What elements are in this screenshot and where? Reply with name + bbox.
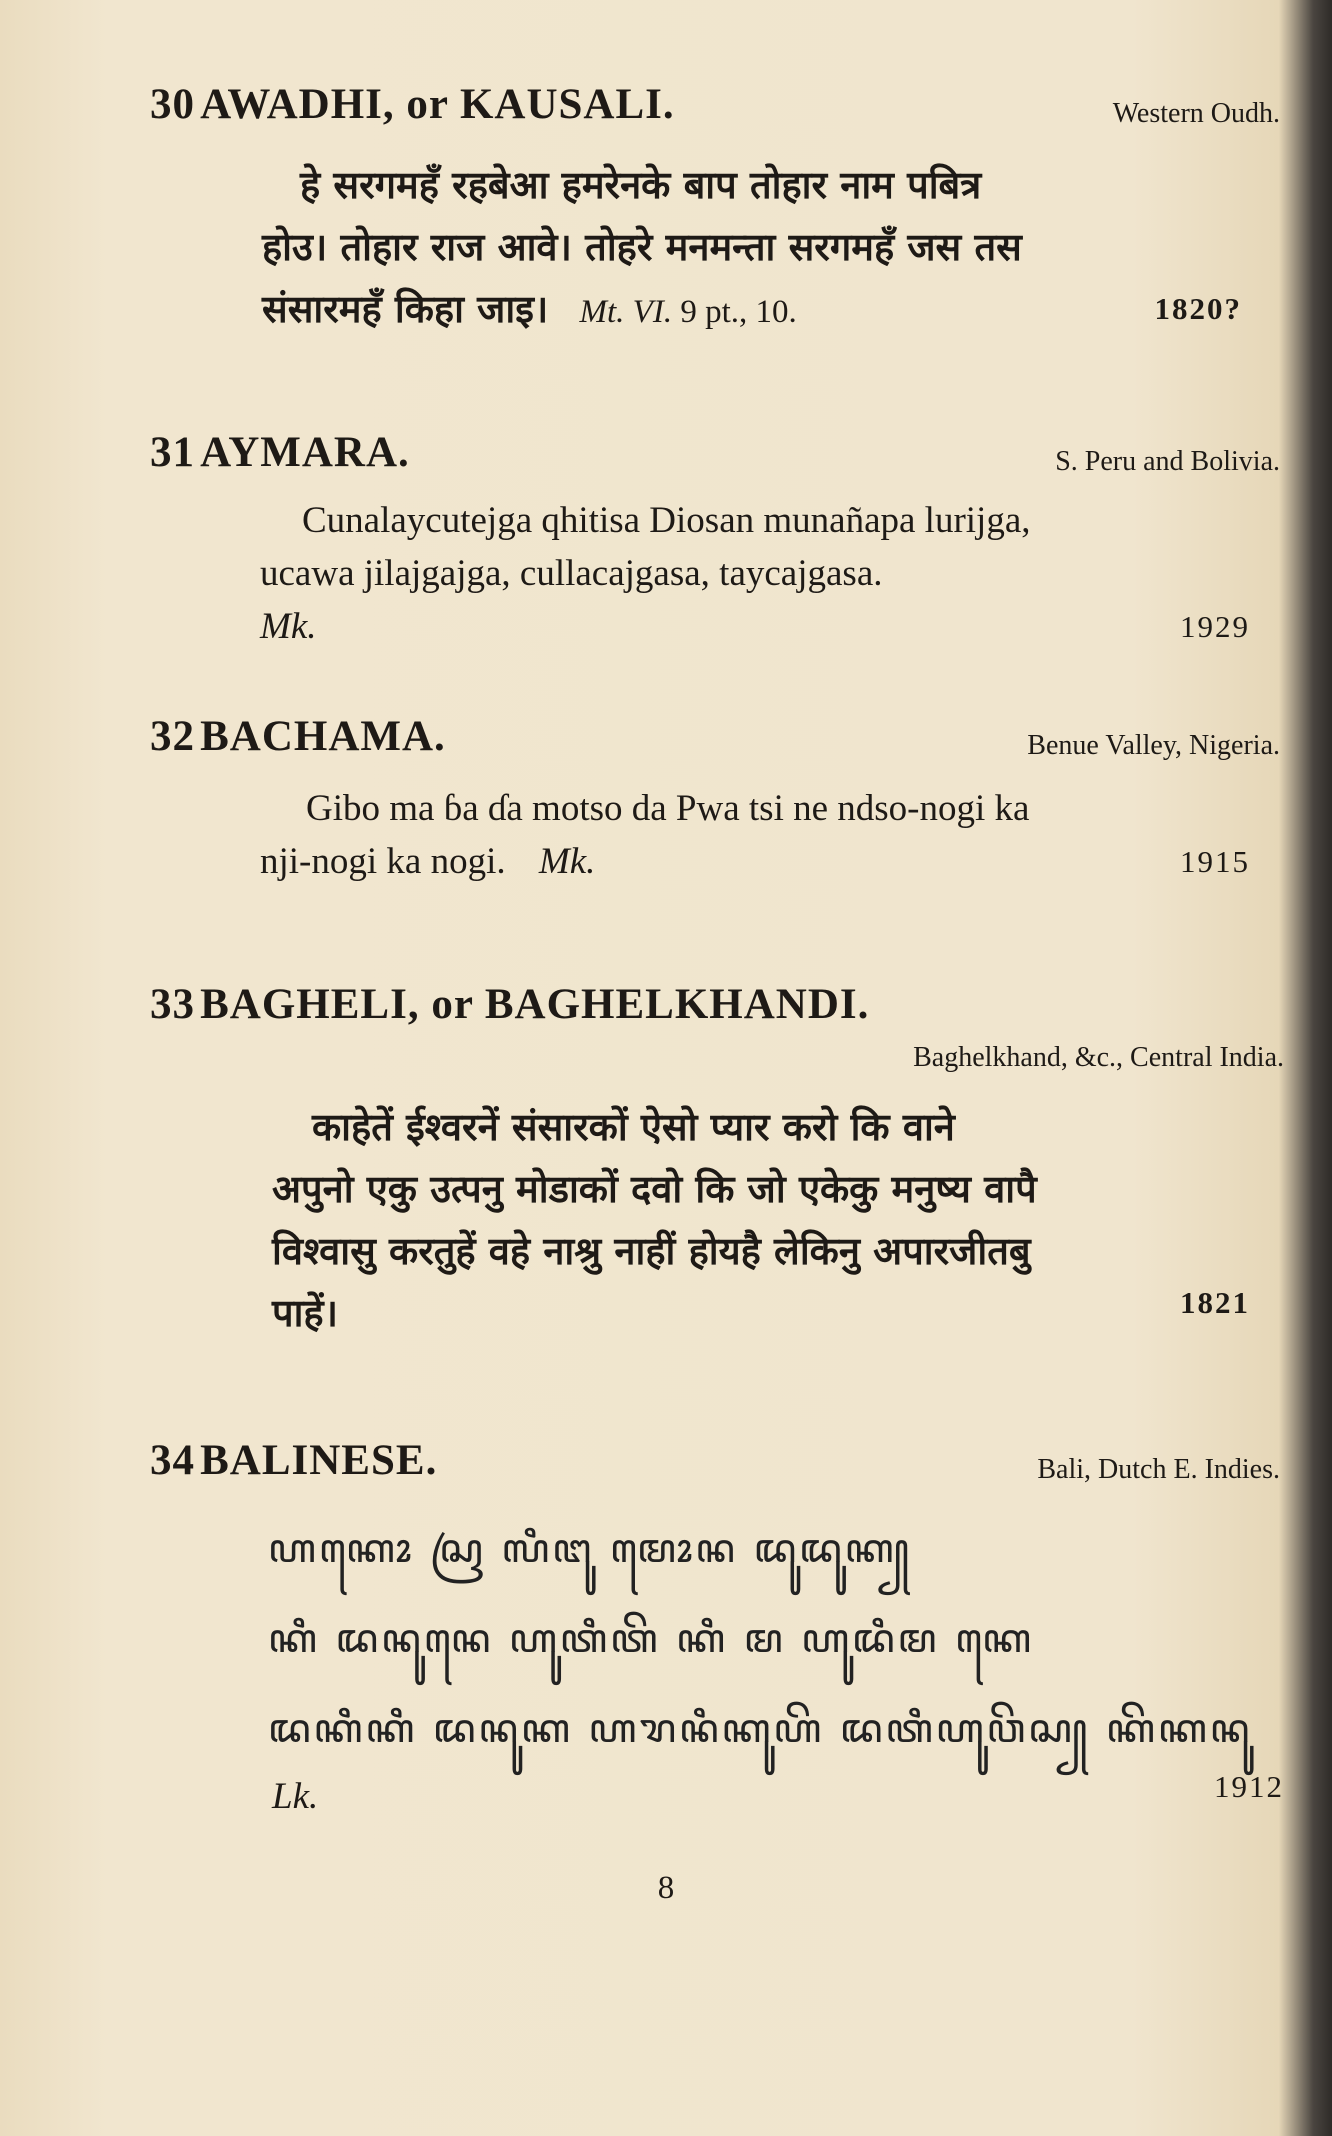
text-line: ꦏꦶ ꦢꦤꦸꦤꦺ ꦲꦸꦠꦶꦠꦼ ꦏꦶ ꦩ ꦲꦸꦢꦶꦩ ꦏꦺ [268,1616,1034,1662]
entry-heading [150,1436,1280,1496]
entry-heading [150,80,1280,140]
scripture-reference: Mk. [260,606,317,647]
text-line: विश्वासु करतुहें वहे नाश्रु नाहीं होयहै लेकिनु अपारजीतबु [272,1229,1031,1273]
text-line-last [262,278,1280,343]
scripture-reference: Lk. [272,1776,319,1817]
text-line: संसारमहँ किहा जाइ। [262,287,549,331]
language-region: Bali, Dutch E. Indies. [1037,1454,1280,1485]
language-name: AWADHI, or KAUSALI. [200,81,675,128]
publication-year: 1821 [1180,1285,1250,1320]
language-name: AYMARA. [200,429,410,476]
entry-heading [150,428,1280,488]
text-line: अपुनो एकु उत्पनु मोडाकों दवो कि जो एकेकु मनुष्य वापै [272,1167,1037,1211]
text-line: काहेतें ईश्वरनें संसारकों ऐसो प्यार करो कि वाने [312,1105,955,1149]
text-line: ꦲꦏꦺꦴ ꦱꦿ ꦭꦶꦔꦸ ꦩꦺꦴꦤ ꦢꦸꦢꦸꦏ꧀ [268,1526,913,1572]
text-line-last [272,1282,1280,1344]
text-line: nji-nogi ka nogi. [260,841,506,882]
entry-number: 34 [150,1437,195,1484]
language-name: BAGHELI, or BAGHELKHANDI. [200,981,870,1028]
scripture-text [150,1504,1280,1774]
entry-heading [150,980,1280,1040]
scripture-reference: Mt. VI. [579,294,673,330]
page-number: 8 [657,1870,675,1906]
language-name: BACHAMA. [200,713,446,760]
entry-awadhi [150,80,1280,343]
publication-year: 1929 [1180,609,1250,644]
scripture-text [150,782,1280,888]
reference-row [260,600,1280,653]
text-line: ucawa jilajgajga, cullacajgasa, taycajgasa. [260,553,883,594]
text-line: होउ। तोहार राज आवे। तोहरे मनमन्ता सरगमहँ जस तस [262,225,1022,269]
entry-number: 30 [150,81,195,128]
language-region: Baghelkhand, &c., Central India. [913,1042,1284,1073]
entry-heading [150,712,1280,772]
scripture-text [262,154,1280,343]
language-region: S. Peru and Bolivia. [1055,446,1280,477]
language-region: Benue Valley, Nigeria. [1027,730,1280,761]
entry-balinese [150,1436,1284,1823]
text-line-last [260,835,1280,888]
reference-row [272,1769,1284,1823]
entry-bagheli [150,980,1284,1344]
entry-aymara [150,428,1280,653]
scripture-text [150,494,1280,653]
entry-number: 31 [150,429,195,476]
publication-year: 1915 [1180,844,1250,879]
language-region: Western Oudh. [1112,98,1280,129]
scripture-reference: Mk. [538,841,596,882]
entry-number: 33 [150,981,195,1028]
text-line: Gibo ma ɓa ɗa motso da Pwa tsi ne ndso-nogi ka [306,788,1030,829]
text-line: ꦢꦏꦶꦏꦶ ꦢꦤꦸꦏ ꦲꦫꦤꦶꦏꦸꦲꦼ ꦢꦠꦶꦲꦸꦮꦼꦱ꧀ ꦏꦼꦏꦤꦸ [268,1706,1253,1752]
entry-number: 32 [150,713,195,760]
scripture-text [150,1096,1280,1344]
language-name: BALINESE. [200,1437,438,1484]
reference-detail: 9 pt., 10. [680,294,797,330]
publication-year: 1820? [1154,291,1242,326]
text-line: हे सरगमहँ रहबेआ हमरेनके बाप तोहार नाम पबित्र [300,163,982,207]
text-line: Cunalaycutejga qhitisa Diosan munañapa lurijga, [302,500,1031,541]
publication-year: 1912 [1214,1769,1284,1804]
entry-bachama [150,712,1280,888]
text-line: पाहें। [272,1291,339,1335]
